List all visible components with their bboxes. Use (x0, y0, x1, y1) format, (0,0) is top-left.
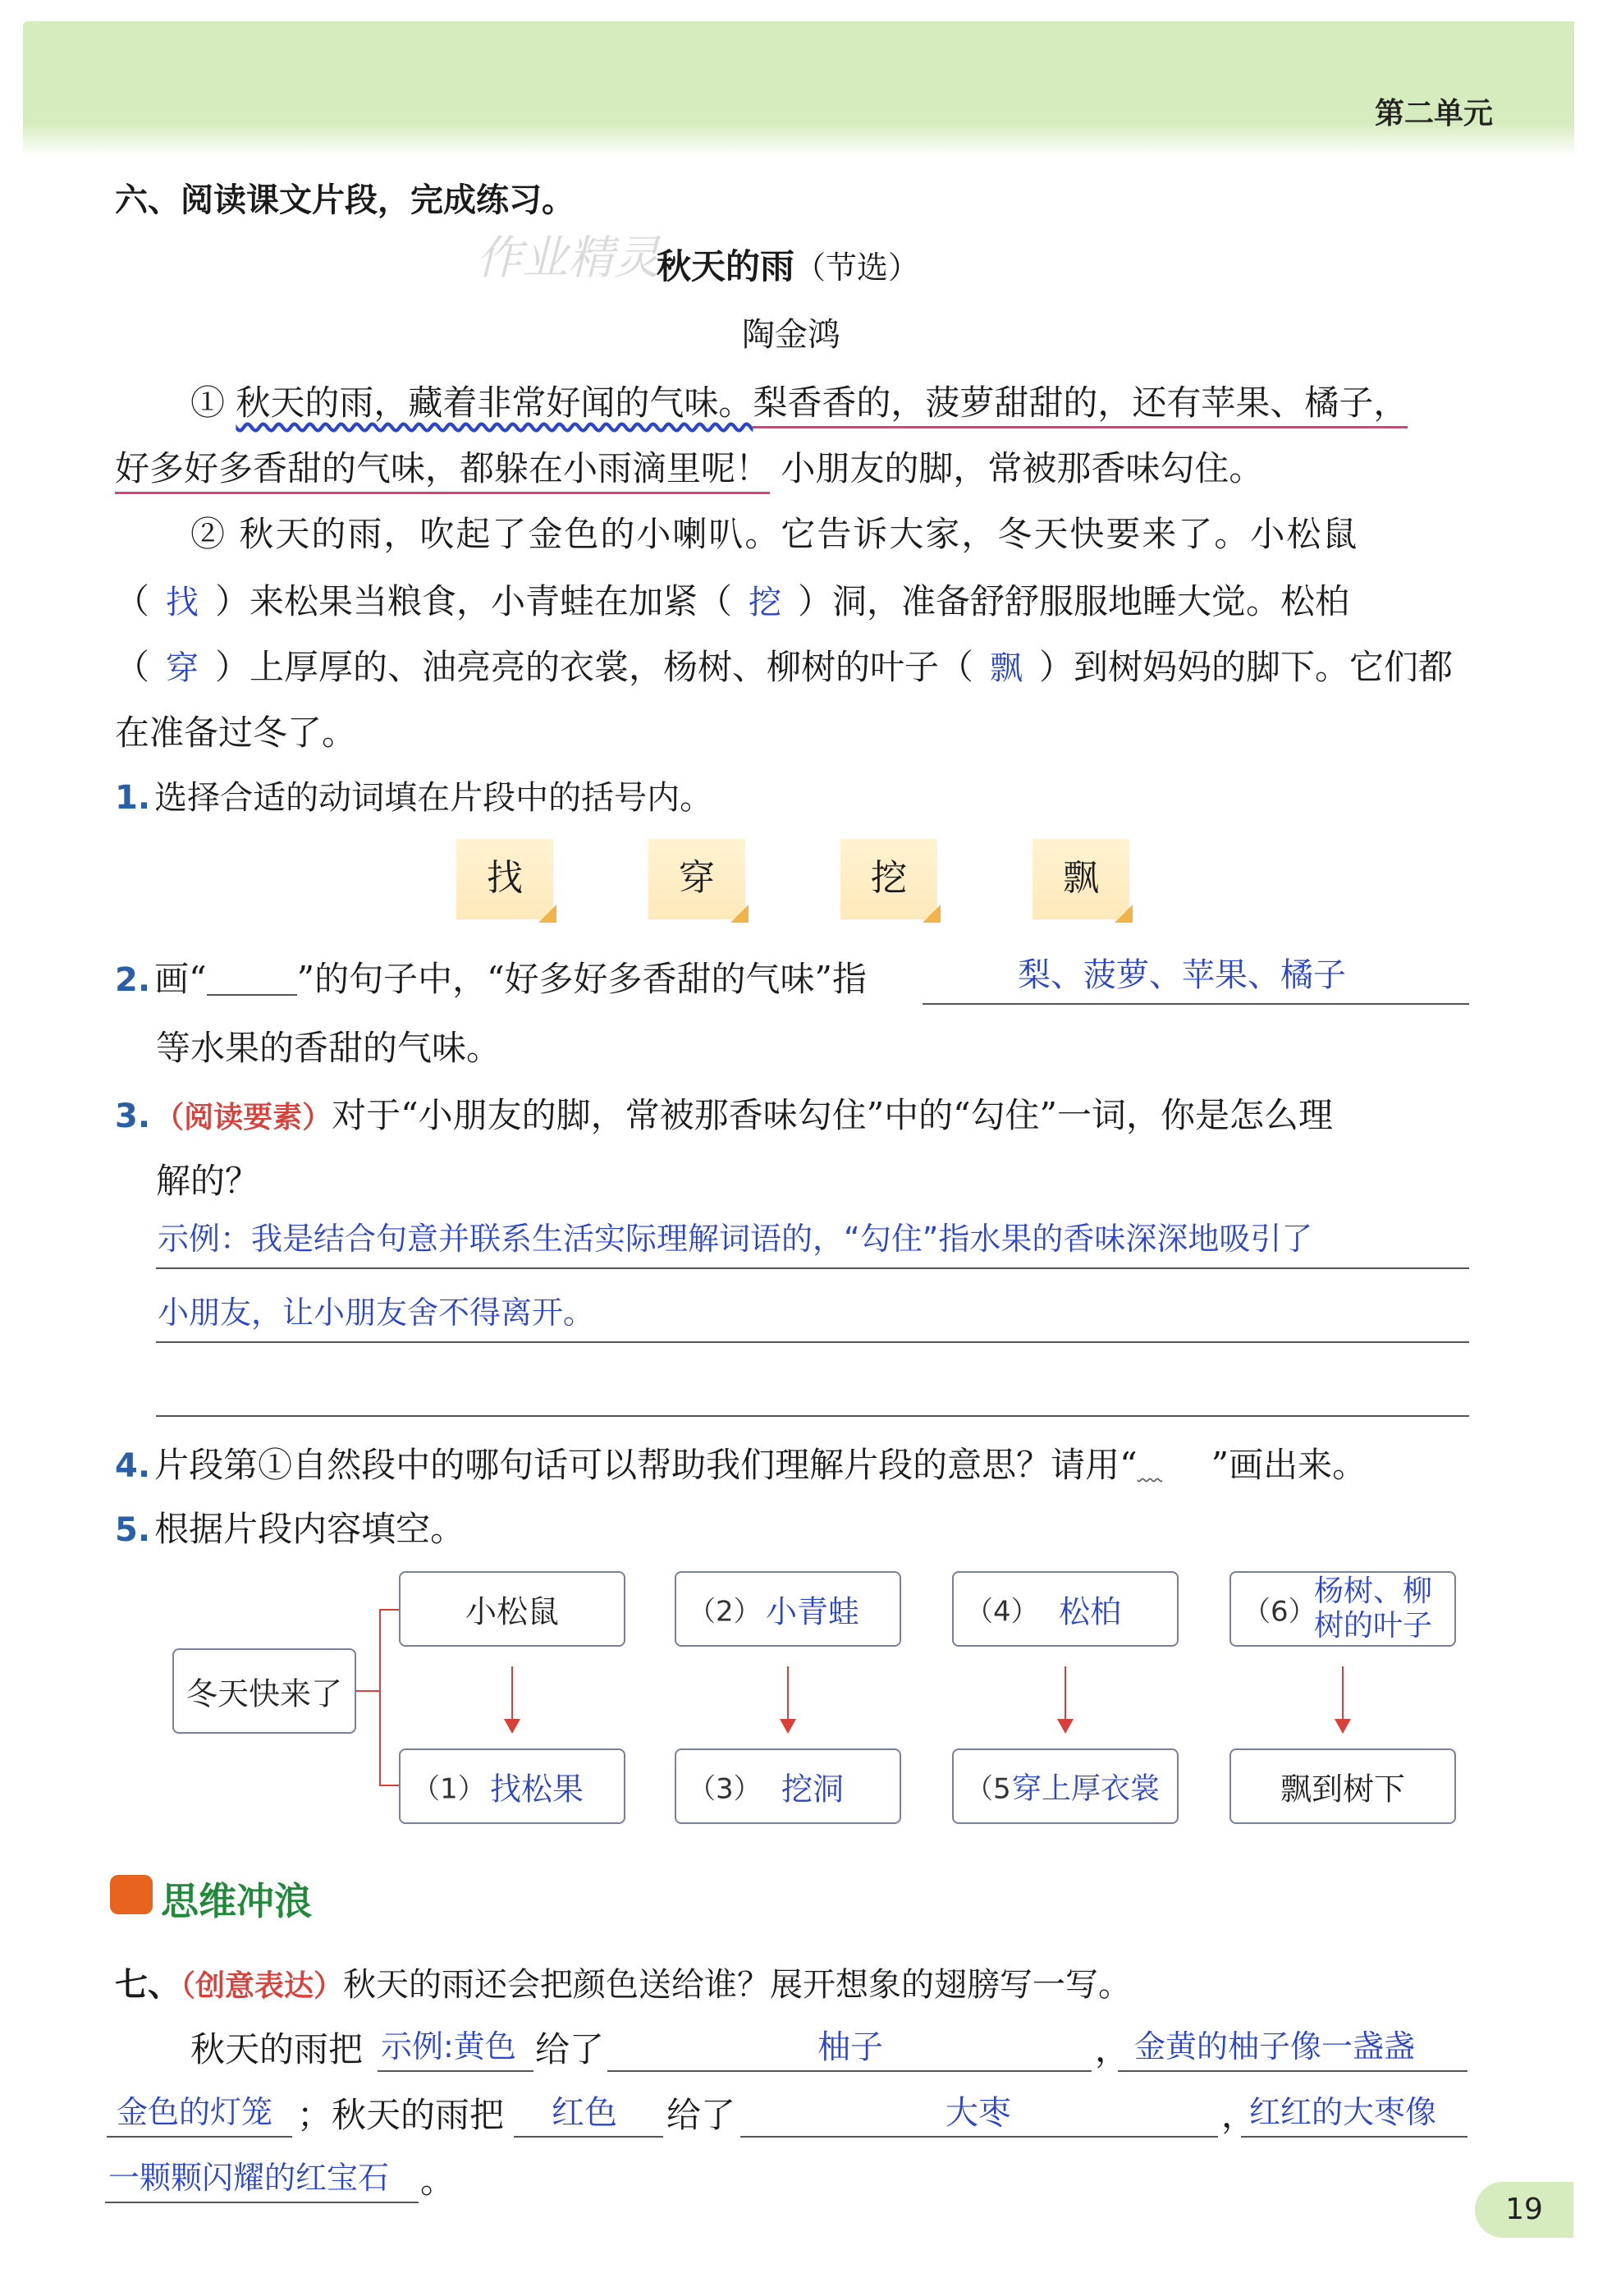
answer-q3-line-2: 小朋友，让小朋友舍不得离开。 (158, 1295, 595, 1331)
answer-line (1241, 2136, 1468, 2138)
s7-text: ；秋天的雨把 (297, 2095, 505, 2135)
passage-author: 陶金鸿 (742, 316, 840, 354)
passage-title (657, 240, 919, 289)
question-text: 对于“小朋友的脚，常被那香味勾住”中的“勾住”一词，你是怎么理 (332, 1095, 1334, 1135)
paren: （ (115, 647, 150, 687)
paragraph-2-line-3 (115, 640, 1453, 690)
answer-color-2: 红色 (552, 2094, 617, 2132)
passage-note: （节选） (794, 250, 920, 286)
question-number: 3. (115, 1098, 151, 1135)
section7-title (115, 1959, 1131, 2005)
box-answer: 小青蛙 (765, 1593, 859, 1630)
box-answer: 杨树、柳 树的叶子 (1313, 1574, 1432, 1643)
answer-wear: 穿 (166, 649, 199, 687)
blank-underline-sample (207, 978, 297, 996)
header-fade (23, 123, 1574, 156)
box-text: 小松鼠 (465, 1593, 559, 1630)
text: ）洞，准备舒舒服服地睡大觉。松柏 (798, 581, 1350, 621)
creative-tag: （创意表达） (181, 1968, 344, 2003)
verb-card: 找 (456, 839, 553, 919)
answer-q3-line-1: 示例：我是结合句意并联系生活实际理解词语的，“勾住”指水果的香味深深地吸引了 (158, 1221, 1313, 1257)
s7-comma: ， (1095, 2029, 1130, 2069)
question-1 (115, 772, 712, 818)
top-box-1 (399, 1571, 625, 1647)
answer-description-2b: 一颗颗闪耀的红宝石 (108, 2160, 390, 2196)
paragraph-2-line-1: ② 秋天的雨，吹起了金色的小喇叭。它告诉大家，冬天快要来了。小松鼠 (190, 514, 1359, 554)
box-label: （3） (688, 1772, 762, 1806)
s7-text: 秋天的雨把 (190, 2029, 364, 2069)
answer-line (740, 2136, 1218, 2138)
watermark: 作业精灵 (476, 231, 660, 285)
answer-float: 飘 (990, 649, 1023, 687)
paragraph-1-rest: 小朋友的脚，常被那香味勾住。 (781, 448, 1264, 488)
answer-object-1: 柚子 (817, 2028, 883, 2066)
box-answer: 找松果 (489, 1771, 584, 1808)
page-number: 19 (1475, 2182, 1573, 2238)
question-text: 片段第①自然段中的哪句话可以帮助我们理解片段的意思？请用“ (154, 1445, 1138, 1485)
connector (379, 1785, 399, 1786)
question-4 (115, 1438, 1367, 1487)
answer-line (107, 2136, 292, 2138)
paragraph-1-line-2 (115, 442, 1263, 491)
verb-card: 飘 (1033, 839, 1129, 919)
answer-line (1118, 2070, 1468, 2072)
answer-find: 找 (166, 584, 199, 621)
box-label: （6） (1243, 1595, 1316, 1629)
question-number: 2. (115, 961, 151, 999)
answer-line (156, 1341, 1469, 1343)
box-label: （1） (412, 1772, 486, 1806)
s7-text: 给了 (535, 2029, 605, 2069)
box-text: 飘到树下 (1280, 1771, 1405, 1808)
section6-title: 六、阅读课文片段，完成练习。 (115, 181, 575, 219)
paragraph-2-line-4: 在准备过冬了。 (115, 713, 357, 753)
s7-end: 。 (420, 2161, 456, 2201)
answer-line (156, 1415, 1469, 1417)
answer-line (514, 2136, 663, 2138)
s7-comma: ， (1221, 2095, 1257, 2135)
question-number: 4. (115, 1447, 151, 1485)
top-box-4 (1229, 1571, 1456, 1647)
question-text: 选择合适的动词填在片段中的括号内。 (154, 779, 713, 817)
answer-line (105, 2202, 419, 2203)
answer-q2: 梨、菠萝、苹果、橘子 (1018, 956, 1346, 994)
bottom-box-3 (952, 1748, 1179, 1824)
answer-description-1b: 金色的灯笼 (117, 2094, 273, 2130)
red-underlined-sentence-2: 好多好多香甜的气味，都躲在小雨滴里呢！ (115, 448, 770, 494)
question-text: ”画出来。 (1211, 1445, 1367, 1485)
top-box-3 (952, 1571, 1179, 1647)
thinking-title: 思维冲浪 (161, 1879, 312, 1923)
question-2-line-1 (115, 952, 867, 1001)
box-label: （4） (965, 1595, 1039, 1629)
box-label: （5 (965, 1772, 1011, 1806)
paragraph-1-line-1 (190, 376, 1408, 425)
question-number: 5. (115, 1511, 151, 1549)
red-underlined-sentence-1: 梨香香的，菠萝甜甜的，还有苹果、橘子， (753, 383, 1408, 428)
reading-element-tag: （阅读要素） (154, 1100, 332, 1134)
section7-number: 七、 (115, 1966, 181, 2004)
answer-line (923, 1003, 1469, 1005)
text: ）来松果当粮食，小青蛙在加紧（ (215, 581, 733, 621)
down-arrow (511, 1666, 513, 1732)
question-3-line-1 (115, 1088, 1333, 1138)
connector (356, 1690, 379, 1692)
text: ）到树妈妈的脚下。它们都 (1039, 647, 1454, 687)
text: ）上厚厚的、油亮亮的衣裳，杨树、柳树的叶子（ (215, 647, 974, 687)
answer-object-2: 大枣 (946, 2094, 1011, 2132)
answer-line (156, 1267, 1469, 1269)
top-box-2 (675, 1571, 901, 1647)
answer-dig: 挖 (749, 584, 782, 621)
question-number: 1. (115, 779, 151, 817)
bottom-box-1 (399, 1748, 625, 1824)
s7-text: 给了 (666, 2095, 736, 2135)
section7-text: 秋天的雨还会把颜色送给谁？展开想象的翅膀写一写。 (343, 1966, 1132, 2004)
answer-line (378, 2070, 533, 2072)
box-label: （2） (688, 1595, 762, 1629)
answer-color-1: 示例:黄色 (381, 2028, 516, 2065)
unit-label: 第二单元 (1374, 97, 1493, 131)
answer-description-1a: 金黄的柚子像一盏盏 (1134, 2028, 1416, 2065)
down-arrow (787, 1666, 789, 1732)
question-text: 画“ (154, 959, 207, 999)
wavy-sample (1138, 1464, 1211, 1480)
paragraph-2-line-2 (115, 575, 1349, 624)
down-arrow (1065, 1666, 1066, 1732)
paragraph-mark: ① (190, 383, 226, 423)
bottom-box-4 (1229, 1748, 1456, 1824)
box-answer: 穿上厚衣裳 (1011, 1771, 1160, 1806)
answer-description-2a: 红红的大枣像 (1249, 2094, 1437, 2130)
verb-card: 挖 (840, 839, 937, 919)
question-text: 根据片段内容填空。 (154, 1509, 465, 1549)
paren: （ (115, 581, 150, 621)
root-box (172, 1648, 356, 1734)
answer-line (607, 2070, 1092, 2072)
down-arrow (1342, 1666, 1344, 1732)
verb-card: 穿 (648, 839, 745, 919)
root-text: 冬天快来了 (185, 1675, 342, 1712)
box-answer: 松柏 (1058, 1593, 1121, 1630)
bottom-box-2 (675, 1748, 901, 1824)
box-answer: 挖洞 (781, 1771, 844, 1808)
question-5 (115, 1502, 465, 1551)
wavy-underlined-sentence: 秋天的雨，藏着非常好闻的气味。 (236, 383, 753, 423)
question-2-line-2: 等水果的香甜的气味。 (156, 1028, 501, 1068)
wave-icon (110, 1875, 153, 1914)
question-3-line-2: 解的？ (156, 1161, 260, 1201)
passage-title-text: 秋天的雨 (657, 246, 795, 286)
question-text: ”的句子中，“好多好多香甜的气味”指 (296, 959, 868, 999)
connector (379, 1609, 399, 1611)
connector (379, 1609, 381, 1786)
